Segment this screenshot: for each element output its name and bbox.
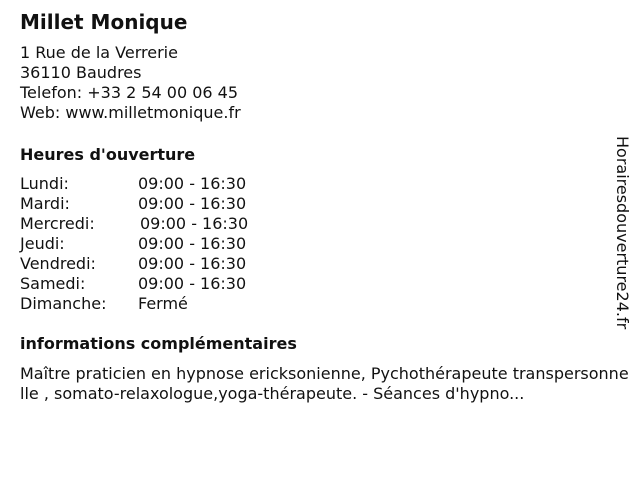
business-name: Millet Monique: [20, 10, 188, 34]
hours-day: Jeudi:: [20, 234, 65, 253]
hours-time: Fermé: [138, 294, 188, 313]
hours-row-monday: [20, 174, 280, 194]
hours-day: Vendredi:: [20, 254, 96, 273]
info-description: Maître praticien en hypnose ericksonienne, Pychothérapeute transpersonnelle , somato-relaxologue,yoga-thérapeute. - Séances d'hypno...: [20, 364, 629, 403]
hours-time: 09:00 - 16:30: [138, 174, 247, 193]
hours-row-tuesday: [20, 194, 280, 214]
hours-time: 09:00 - 16:30: [138, 274, 247, 293]
hours-row-saturday: [20, 274, 280, 294]
hours-row-thursday: [20, 234, 280, 254]
hours-row-wednesday: [20, 214, 280, 234]
info-heading: informations complémentaires: [20, 334, 297, 353]
hours-time: 09:00 - 16:30: [138, 234, 247, 253]
hours-day: Mardi:: [20, 194, 70, 213]
hours-time: 09:00 - 16:30: [138, 194, 247, 213]
hours-day: Samedi:: [20, 274, 86, 293]
hours-table: [20, 174, 280, 314]
site-watermark: Horairesdouverture24.fr: [613, 136, 632, 330]
hours-day: Lundi:: [20, 174, 69, 193]
phone-number: Telefon: +33 2 54 00 06 45: [20, 83, 239, 102]
hours-heading: Heures d'ouverture: [20, 145, 196, 164]
hours-time: 09:00 - 16:30: [138, 254, 247, 273]
hours-day: Mercredi:: [20, 214, 95, 233]
address-block: [20, 43, 241, 123]
hours-time: 09:00 - 16:30: [140, 214, 249, 233]
address-city: 36110 Baudres: [20, 63, 142, 82]
hours-row-sunday: [20, 294, 280, 314]
hours-row-friday: [20, 254, 280, 274]
website: Web: www.milletmonique.fr: [20, 103, 241, 122]
hours-day: Dimanche:: [20, 294, 107, 313]
address-street: 1 Rue de la Verrerie: [20, 43, 178, 62]
